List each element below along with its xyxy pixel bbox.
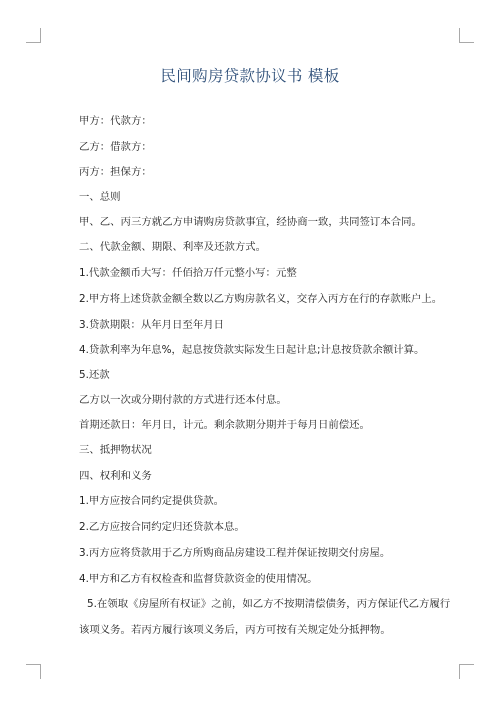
crop-mark-bottom-left — [26, 664, 41, 679]
paragraph: 首期还款日：年月日，计元。剩余款期分期并于每月日前偿还。 — [79, 419, 370, 431]
clause-item: 2.甲方将上述贷款金额全数以乙方购房款名义，交存入丙方在行的存款账户上。 — [79, 293, 443, 305]
section-heading: 四、权利和义务 — [79, 470, 152, 482]
paragraph: 乙方以一次或分期付款的方式进行还本付息。 — [79, 394, 287, 406]
clause-item: 3.贷款期限：从年月日至年月日 — [79, 319, 224, 331]
clause-item: 4.甲方和乙方有权检查和监督贷款资金的使用情况。 — [79, 573, 318, 585]
crop-mark-bottom-right — [459, 664, 474, 679]
document-title: 民间购房贷款协议书 模板 — [160, 67, 340, 85]
party-b-line: 乙方：借款方： — [79, 141, 152, 153]
section-heading: 三、抵押物状况 — [79, 444, 152, 456]
party-a-line: 甲方：代款方： — [79, 115, 152, 127]
clause-item: 4.贷款利率为年息%，起息按贷款实际发生日起计息;计息按贷款余额计算。 — [79, 344, 425, 356]
clause-item: 1.代款金额币大写：仟佰拾万仟元整小写：元整 — [79, 267, 297, 279]
clause-item: 5.还款 — [79, 369, 110, 381]
paragraph: 该项义务。若丙方履行该项义务后，丙方可按有关规定处分抵押物。 — [79, 624, 391, 636]
clause-item: 3.丙方应将贷款用于乙方所购商品房建设工程并保证按期交付房屋。 — [79, 547, 391, 559]
clause-item: 1.甲方应按合同约定提供贷款。 — [79, 495, 224, 507]
clause-item: 5.在领取《房屋所有权证》之前，如乙方不按期清偿债务，丙方保证代乙方履行 — [87, 598, 451, 610]
crop-mark-top-left — [26, 28, 41, 43]
section-heading: 一、总则 — [79, 191, 121, 203]
party-c-line: 丙方：担保方： — [79, 166, 152, 178]
clause-item: 2.乙方应按合同约定归还贷款本息。 — [79, 521, 245, 533]
crop-mark-top-right — [459, 28, 474, 43]
paragraph: 甲、乙、丙三方就乙方申请购房贷款事宜，经协商一致，共同签订本合同。 — [79, 216, 422, 228]
section-heading: 二、代款金额、期限、利率及还款方式。 — [79, 241, 267, 253]
